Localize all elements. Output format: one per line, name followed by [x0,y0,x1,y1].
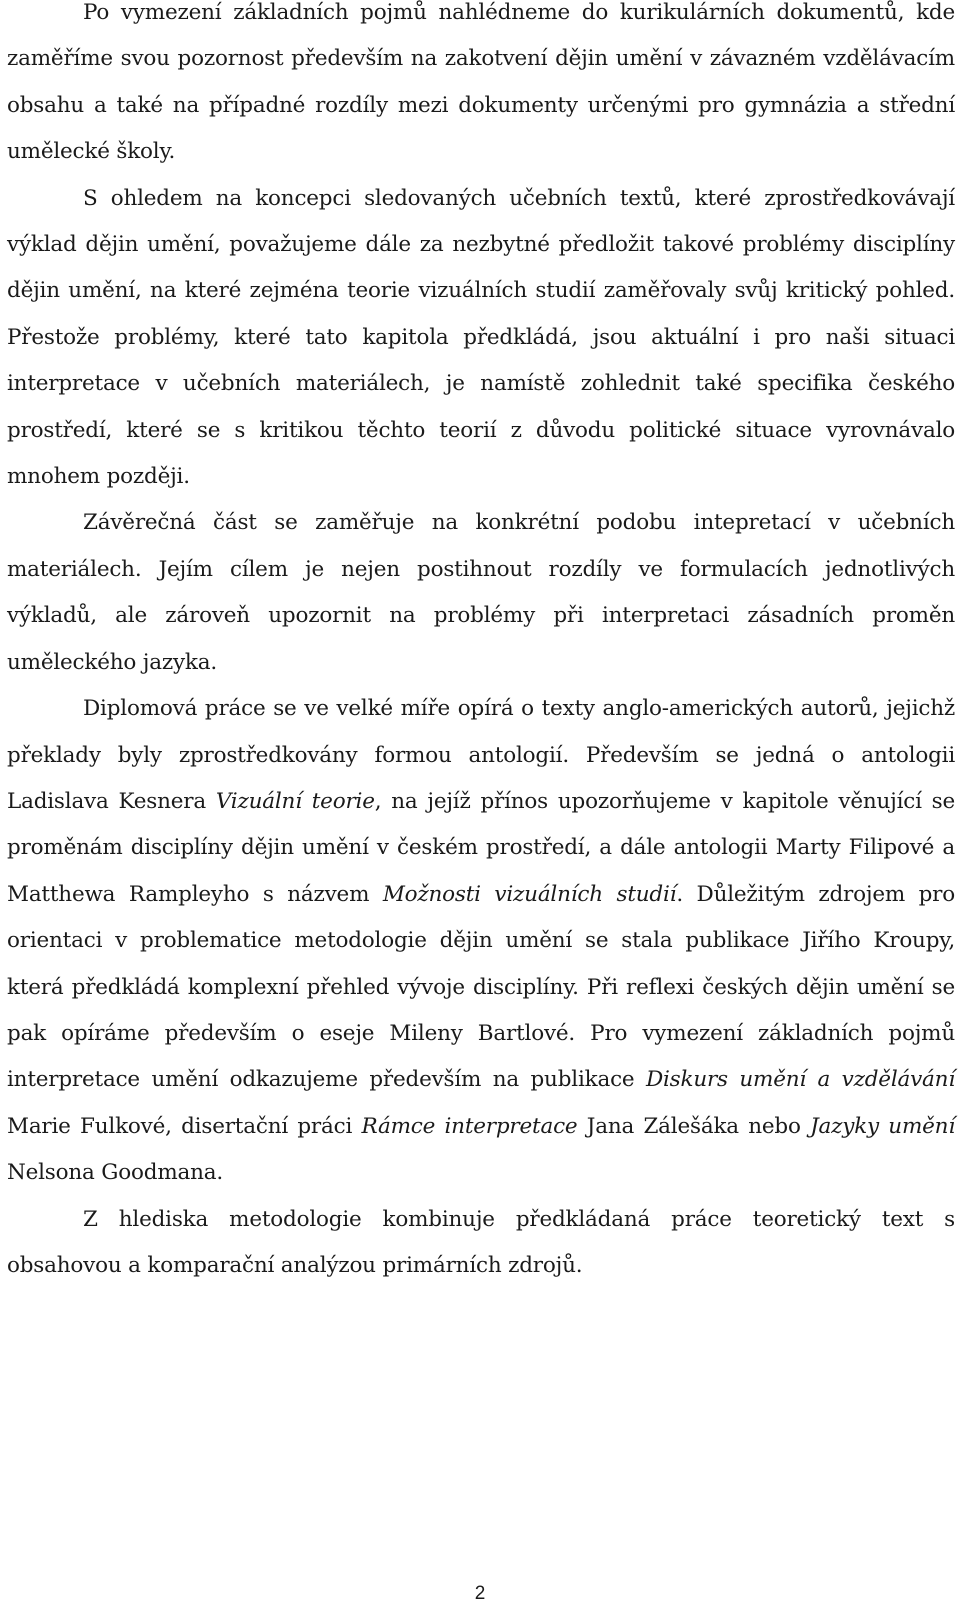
text-segment: Závěrečná část se zaměřuje na konkrétní podobu intepretací v učebních materiálech. Jejím cílem je nejen postihnout rozdíly ve formulacích jednotlivých výkladů, ale zároveň upozornit na problémy při interpretaci zásadních proměn uměleckého jazyka. [7,510,955,675]
page-number: 2 [474,1583,486,1604]
book-title-moznosti-vizualnich-studii: Možnosti vizuálních studií [382,881,677,907]
text-segment: Z hlediska metodologie kombinuje předkládaná práce teoretický text s obsahovou a komparační analýzou primárních zdrojů. [7,1206,955,1278]
book-title-ramce-interpretace: Rámce interpretace [361,1113,578,1139]
paragraph-sources [7,686,955,1196]
text-segment: Marie Fulkové, disertační práci [7,1113,362,1139]
book-title-diskurs-umeni: Diskurs umění a vzdělávání [645,1067,955,1093]
text-segment: . Důležitým zdrojem pro orientaci v problematice metodologie dějin umění se stala publikace Jiřího Kroupy, která předkládá komplexní přehled vývoje disciplíny. Při reflexi českých dějin umění se pak opíráme především o eseje Mileny Bartlové. Pro vymezení základních pojmů interpretace umění odkazujeme především na publikace [7,881,955,1093]
book-title-jazyky-umeni: Jazyky umění [810,1113,955,1139]
text-segment: Diplomová práce se ve velké míře opírá o texty anglo-amerických autorů, jejichž překlady byly zprostředkovány formou antologií. Především se jedná o antologii Ladislava Kesnera [7,696,955,814]
paragraph-concept [7,176,955,501]
book-title-vizualni-teorie: Vizuální teorie [215,788,375,814]
text-segment: Jana Zálešáka nebo [577,1113,811,1139]
paragraph-curriculum [7,0,955,176]
paragraph-methodology [7,1197,955,1290]
paragraph-conclusion [7,500,955,686]
text-segment: Po vymezení základních pojmů nahlédneme do kurikulárních dokumentů, kde zaměříme svou pozornost především na zakotvení dějin umění v závazném vzdělávacím obsahu a také na případné rozdíly mezi dokumenty určenými pro gymnázia a střední umělecké školy. [7,0,955,165]
text-segment: S ohledem na koncepci sledovaných učebních textů, které zprostředkovávají výklad dějin umění, považujeme dále za nezbytné předložit takové problémy disciplíny dějin umění, na které zejména teorie vizuálních studií zaměřovaly svůj kritický pohled. Přestože problémy, které tato kapitola předkládá, jsou aktuální i pro naši situaci interpretace v učebních materiálech, je namístě zohlednit také specifika českého prostředí, které se s kritikou těchto teorií z důvodu politické situace vyrovnávalo mnohem později. [7,185,955,490]
text-segment: Nelsona Goodmana. [7,1160,224,1186]
text-segment: , na jejíž přínos upozorňujeme v kapitole věnující se proměnám disciplíny dějin umění v českém prostředí, a dále antologii Marty Filipové a Matthewa Rampleyho s názvem [7,788,956,907]
document-page [7,0,955,1289]
